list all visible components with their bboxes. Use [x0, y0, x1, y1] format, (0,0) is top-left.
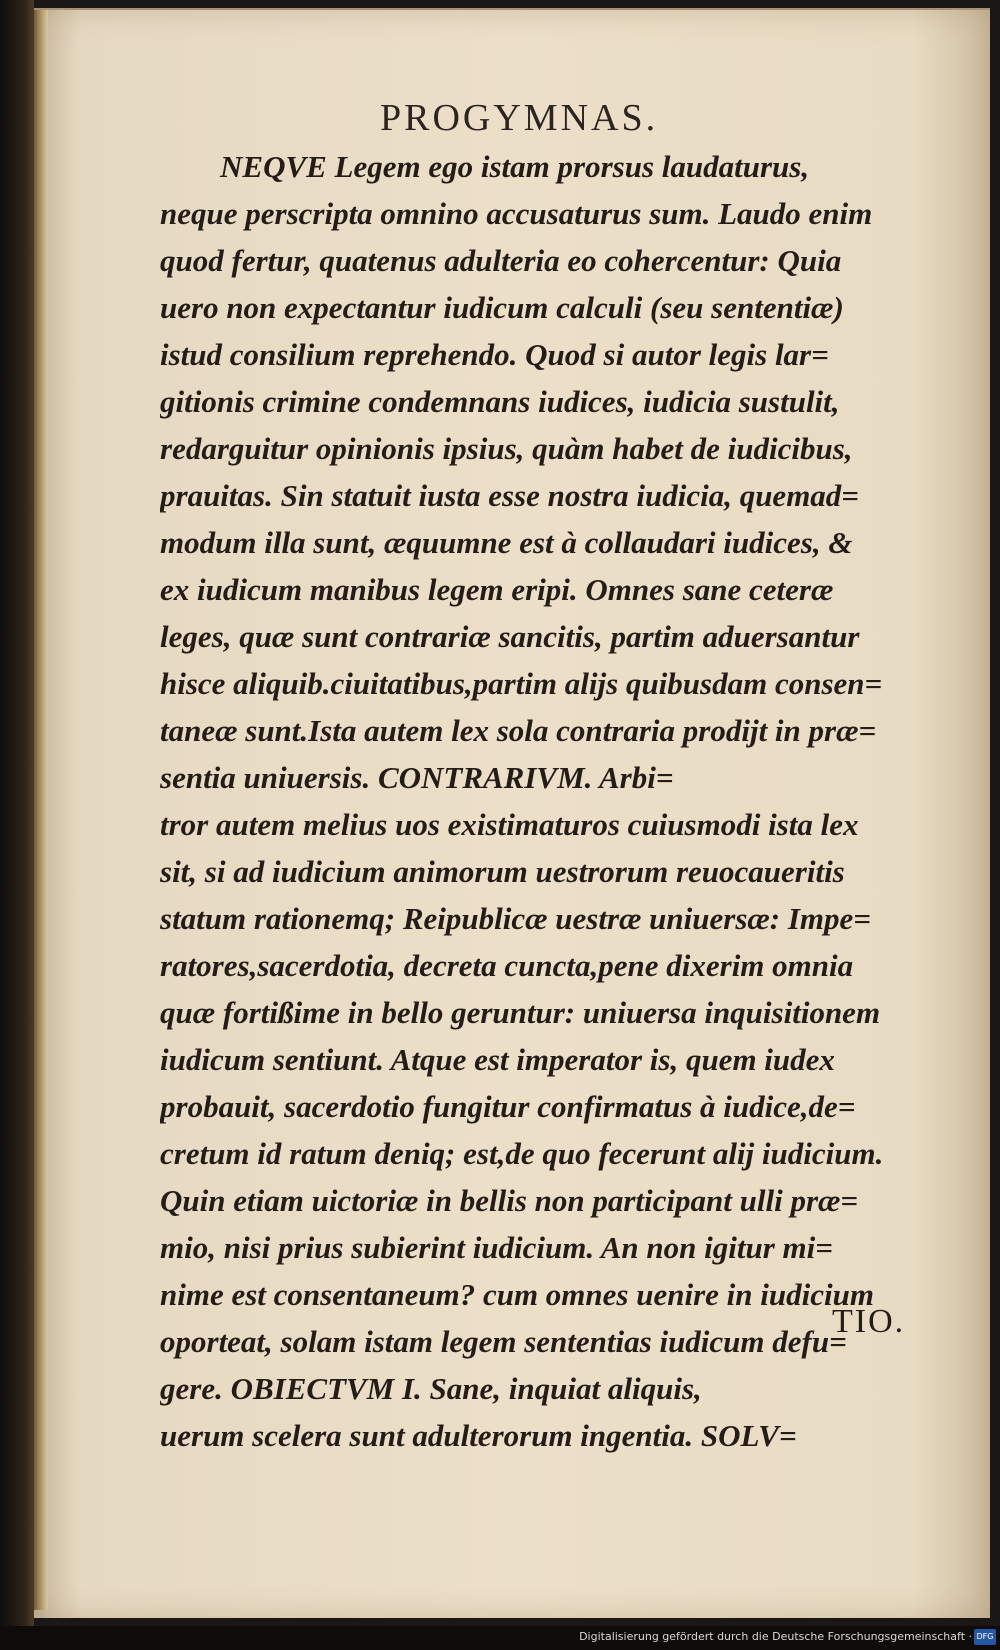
- text-line: nime est consentaneum? cum omnes uenire in iudicium: [160, 1277, 874, 1312]
- text-line: cretum id ratum deniq; est,de quo fecerunt alij iudicium.: [160, 1136, 884, 1171]
- text-line: quod fertur, quatenus adulteria eo cohercentur: Quia: [160, 243, 842, 278]
- text-line: oporteat, solam istam legem sententias iudicum defu=: [160, 1324, 847, 1359]
- body-text: [160, 143, 950, 1459]
- text-line: ex iudicum manibus legem eripi. Omnes sane ceteræ: [160, 572, 834, 607]
- text-line: prauitas. Sin statuit iusta esse nostra iudicia, quemad=: [160, 478, 859, 513]
- running-head: PROGYMNAS.: [380, 97, 659, 139]
- text-line: Quin etiam uictoriæ in bellis non participant ulli præ=: [160, 1183, 859, 1218]
- text-line: modum illa sunt, æquumne est à collaudari iudices, &: [160, 525, 853, 560]
- text-line: gitionis crimine condemnans iudices, iudicia sustulit,: [160, 384, 840, 419]
- dfg-logo: DFG: [974, 1629, 996, 1645]
- text-line: sit, si ad iudicium animorum uestrorum reuocaueritis: [160, 854, 845, 889]
- text-line: ratores,sacerdotia, decreta cuncta,pene dixerim omnia: [160, 948, 854, 983]
- page-binding-edge: [34, 10, 48, 1610]
- text-line: tror autem melius uos existimaturos cuiusmodi ista lex: [160, 807, 859, 842]
- text-line: iudicum sentiunt. Atque est imperator is, quem iudex: [160, 1042, 835, 1077]
- footer-bar: [0, 1626, 1000, 1650]
- text-line: statum rationemq; Reipublicæ uestræ uniuersæ: Impe=: [160, 901, 871, 936]
- text-line: uero non expectantur iudicum calculi (seu sententiæ): [160, 290, 844, 325]
- footer-credit: Digitalisierung gefördert durch die Deutsche Forschungsgemeinschaft ·: [579, 1630, 972, 1643]
- text-line: istud consilium reprehendo. Quod si autor legis lar=: [160, 337, 829, 372]
- text-line: quæ fortißime in bello geruntur: uniuersa inquisitionem: [160, 995, 881, 1030]
- text-line: uerum scelera sunt adulterorum ingentia. SOLV=: [160, 1418, 797, 1453]
- text-line: neque perscripta omnino accusaturus sum. Laudo enim: [160, 196, 873, 231]
- text-line: redarguitur opinionis ipsius, quàm habet de iudicibus,: [160, 431, 853, 466]
- text-line: probauit, sacerdotio fungitur confirmatus à iudice,de=: [160, 1089, 856, 1124]
- text-line: sentia uniuersis. CONTRARIVM. Arbi=: [160, 760, 674, 795]
- text-line: gere. OBIECTVM I. Sane, inquiat aliquis,: [160, 1371, 702, 1406]
- text-line: taneæ sunt.Ista autem lex sola contraria prodijt in præ=: [160, 713, 877, 748]
- text-line: mio, nisi prius subierint iudicium. An non igitur mi=: [160, 1230, 833, 1265]
- binding-shadow: [0, 0, 34, 1650]
- text-line: NEQVE Legem ego istam prorsus laudaturus,: [220, 149, 810, 184]
- text-line: hisce aliquib.ciuitatibus,partim alijs quibusdam consen=: [160, 666, 883, 701]
- catchword: TIO.: [832, 1303, 906, 1340]
- text-line: leges, quæ sunt contrariæ sancitis, partim aduersantur: [160, 619, 860, 654]
